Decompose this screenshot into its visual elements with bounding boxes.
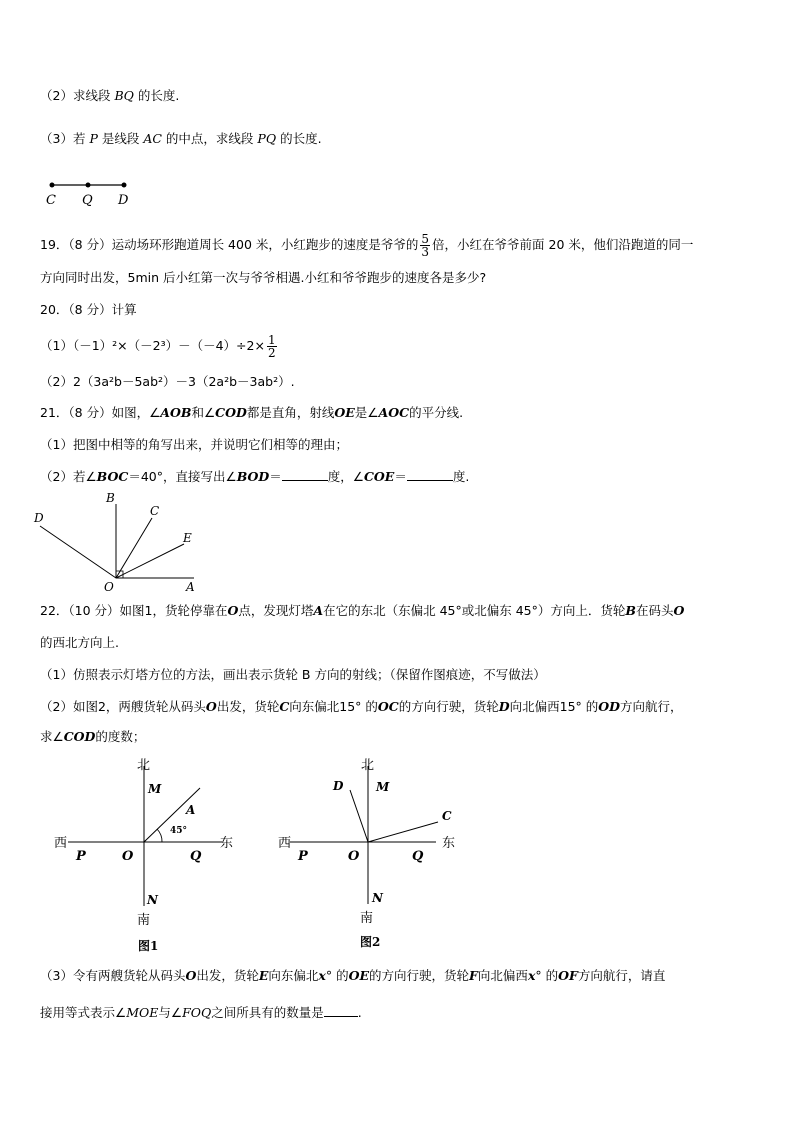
- caption-fig1: 图1: [138, 939, 159, 952]
- label-e: E: [183, 531, 192, 545]
- label-south: 南: [137, 913, 151, 928]
- point-q: [86, 183, 91, 188]
- var-BQ: BQ: [114, 88, 134, 103]
- q22-figure1: [50, 752, 250, 952]
- label-a: A: [186, 580, 195, 594]
- label-c: C: [46, 193, 56, 208]
- label-west: 西: [54, 836, 68, 851]
- q18-part2: （2）求线段 BQ 的长度.: [40, 88, 180, 103]
- label-q: Q: [82, 193, 93, 208]
- q22-figure2: [272, 752, 472, 952]
- label-a: A: [186, 803, 196, 817]
- label-d: D: [333, 779, 344, 793]
- label-o: O: [122, 849, 134, 864]
- point-d: [122, 183, 127, 188]
- fraction-5-3: $\frac{5}{3}$: [421, 232, 430, 259]
- label-east: 东: [442, 836, 456, 851]
- label-west: 西: [278, 836, 292, 851]
- label-m: M: [148, 782, 162, 796]
- q18-segment-figure: [40, 176, 140, 208]
- label-north: 北: [361, 758, 375, 773]
- label-angle: 45°: [170, 826, 188, 836]
- q22-stem-line2: 的西北方向上.: [40, 635, 119, 650]
- label-p: P: [76, 849, 86, 864]
- label-m: M: [376, 780, 390, 794]
- label-q: Q: [412, 849, 424, 864]
- label-d: D: [34, 511, 44, 525]
- label-c: C: [442, 809, 452, 823]
- label-d: D: [118, 193, 129, 208]
- q21-angle-figure: [30, 488, 210, 596]
- q21-part1: （1）把图中相等的角写出来，并说明它们相等的理由；: [40, 437, 348, 452]
- point-c: [50, 183, 55, 188]
- q22-part2-line2: 求∠COD的度数；: [40, 729, 146, 744]
- label-north: 北: [137, 758, 151, 773]
- q20-part1: （1）（－1）²×（－2³）－（－4）÷2× $\frac{1}{2}$: [40, 333, 276, 360]
- q22-stem-line1: 22．（10 分）如图1，货轮停靠在O点，发现灯塔A在它的东北（东偏北 45°或北偏东 45°）方向上．货轮B在码头O: [40, 603, 685, 618]
- caption-fig2: 图2: [360, 935, 381, 949]
- q19-line1: 19．（8 分）运动场环形跑道周长 400 米，小红跑步的速度是爷爷的 $\frac{5}{3}$ 倍，小红在爷爷前面 20 米，他们沿跑道的同一: [40, 232, 694, 259]
- q22-part3-line1: （3）令有两艘货轮从码头O出发，货轮E向东偏北x° 的OE的方向行驶，货轮F向北偏西x° 的OF方向航行，请直: [40, 968, 666, 983]
- q21-stem: 21．（8 分）如图，∠AOB和∠COD都是直角，射线OE是∠AOC的平分线.: [40, 405, 464, 420]
- q22-part3-line2: 接用等式表示∠MOE与∠FOQ之间所具有的数量是 .: [40, 1005, 362, 1020]
- label-east: 东: [220, 836, 234, 851]
- label-b: B: [106, 491, 115, 505]
- answer-blank-relation[interactable]: [324, 1004, 358, 1017]
- label-o: O: [104, 580, 114, 594]
- answer-blank-bod[interactable]: [282, 468, 328, 481]
- label-o: O: [348, 849, 360, 864]
- answer-blank-coe[interactable]: [407, 468, 453, 481]
- label-n: N: [147, 893, 158, 907]
- q20-part2: （2）2（3a²b－5ab²）－3（2a²b－3ab²）.: [40, 374, 295, 389]
- label-q: Q: [190, 849, 202, 864]
- q21-part2: （2）若∠BOC＝40°，直接写出∠BOD＝ 度，∠COE＝ 度.: [40, 469, 470, 484]
- q22-part1: （1）仿照表示灯塔方位的方法，画出表示货轮 B 方向的射线；（保留作图痕迹，不写做法）: [40, 667, 546, 682]
- label-n: N: [372, 891, 383, 905]
- q22-part2-line1: （2）如图2，两艘货轮从码头O出发，货轮C向东偏北15° 的OC的方向行驶，货轮D向北偏西15° 的OD方向航行，: [40, 699, 683, 714]
- q20-title: 20．（8 分）计算: [40, 302, 137, 317]
- q19-line2: 方向同时出发，5min 后小红第一次与爷爷相遇.小红和爷爷跑步的速度各是多少?: [40, 270, 487, 285]
- label-south: 南: [360, 911, 374, 926]
- label-p: P: [298, 849, 308, 864]
- q18-part3: （3）若 P 是线段 AC 的中点，求线段 PQ 的长度.: [40, 131, 322, 146]
- fraction-1-2: $\frac{1}{2}$: [267, 333, 276, 360]
- label-c: C: [150, 504, 160, 518]
